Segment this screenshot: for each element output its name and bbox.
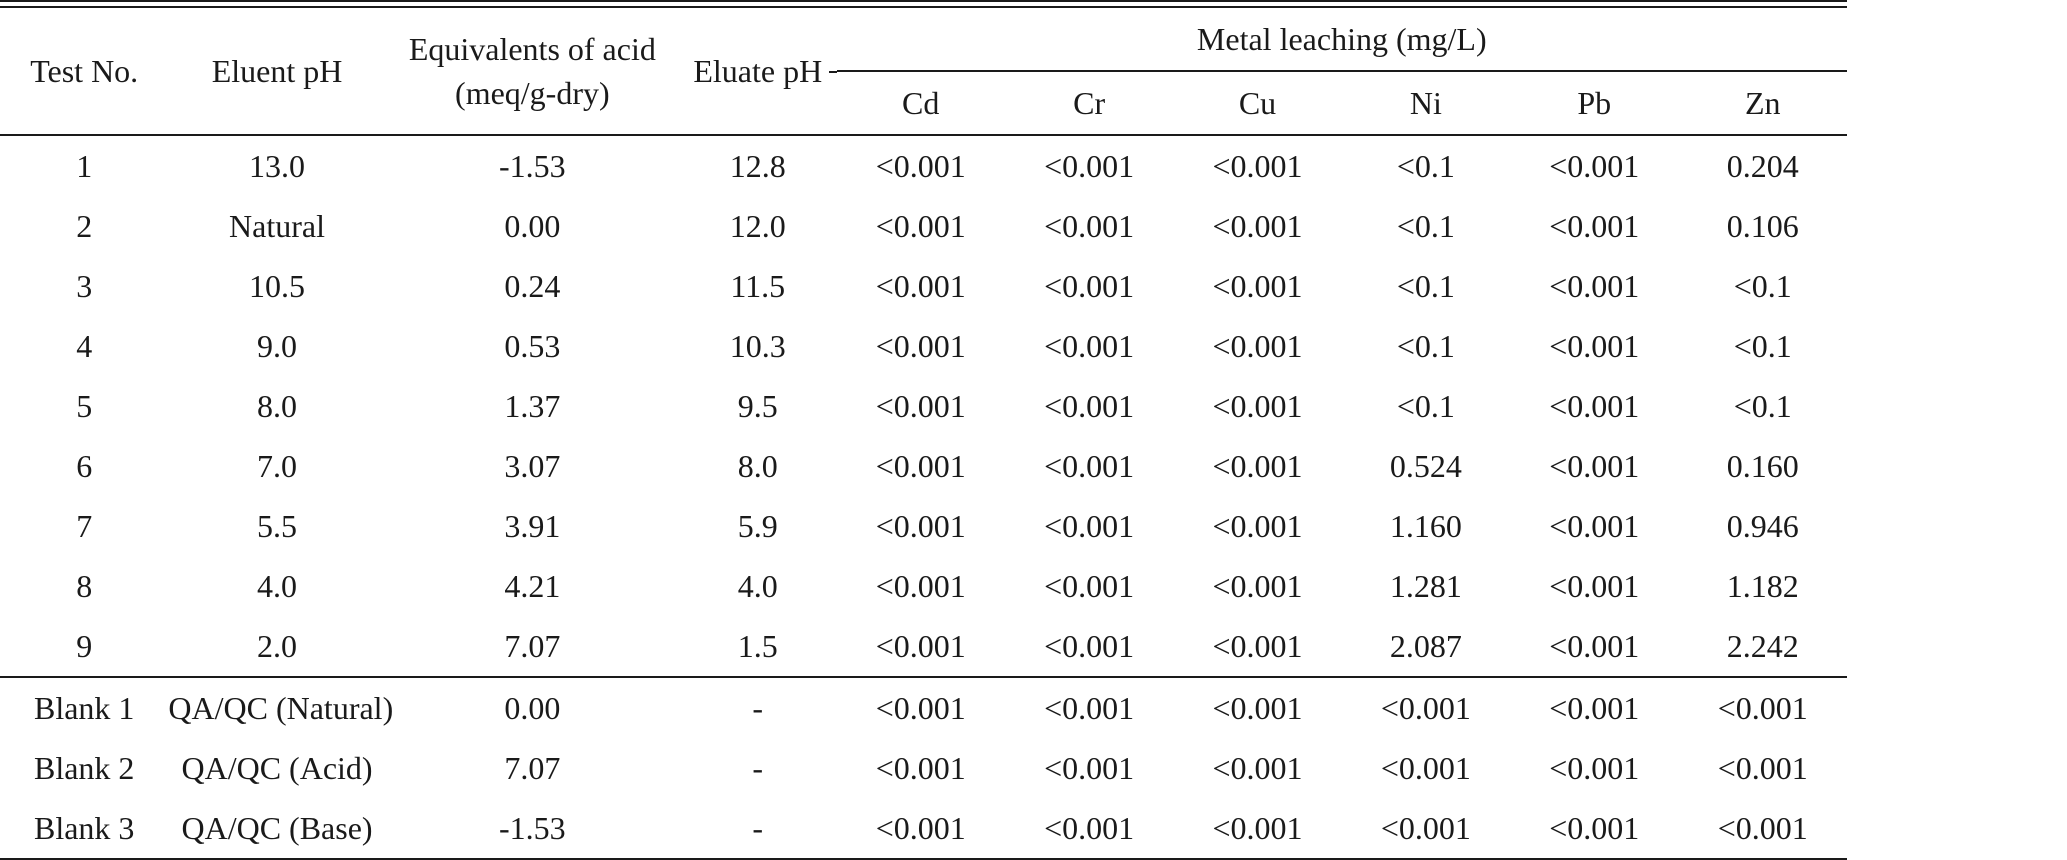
header-metal-leaching-group: Metal leaching (mg/L): [837, 8, 1847, 71]
header-metal-ni: Ni: [1342, 71, 1510, 135]
cell-cr: <0.001: [1005, 677, 1173, 738]
header-metal-cd: Cd: [837, 71, 1005, 135]
cell-equivalents-of-acid: -1.53: [386, 798, 679, 859]
cell-cr: <0.001: [1044, 387, 1135, 424]
cell-cd: <0.001: [837, 677, 1005, 738]
cell-cu: <0.001: [1212, 207, 1303, 244]
cell-cr: <0.001: [1044, 147, 1135, 184]
cell-pb: <0.001: [1549, 207, 1640, 244]
header-test-no: Test No.: [0, 8, 168, 135]
cell-equivalents-of-acid: 4.21: [504, 567, 561, 604]
cell-pb: <0.001: [1510, 677, 1678, 738]
cell-equivalents-of-acid: 0.53: [504, 327, 561, 364]
cell-ni: <0.1: [1396, 267, 1455, 304]
cell-zn: <0.001: [1678, 798, 1847, 859]
cell-cr: <0.001: [1044, 207, 1135, 244]
cell-zn: 2.242: [1726, 627, 1799, 664]
cell-eluate-ph: -: [679, 677, 837, 738]
cell-pb: <0.001: [1549, 749, 1640, 786]
cell-cd: <0.001: [875, 567, 966, 604]
cell-ni: <0.001: [1342, 798, 1510, 859]
cell-cd: <0.001: [875, 447, 966, 484]
cell-test-no: 9: [76, 627, 93, 664]
cell-eluate-ph: 12.0: [729, 207, 786, 244]
cell-pb: <0.001: [1549, 327, 1640, 364]
cell-cd: <0.001: [875, 507, 966, 544]
cell-cr: <0.001: [1044, 627, 1135, 664]
header-equivalents-line1: Equivalents of acid: [408, 31, 656, 67]
cell-eluent-ph: 5.5: [257, 507, 298, 544]
table-row: [0, 196, 1847, 256]
table-row: [0, 738, 1847, 798]
cell-cu: <0.001: [1212, 267, 1303, 304]
cell-eluate-ph: -: [752, 749, 764, 786]
cell-zn: 1.182: [1726, 567, 1799, 604]
cell-eluent-ph: 13.0: [249, 147, 306, 184]
cell-equivalents-of-acid: 0.00: [386, 677, 679, 738]
cell-equivalents-of-acid: -1.53: [499, 147, 566, 184]
cell-test-no: Blank 1: [0, 677, 168, 738]
cell-ni: 1.160: [1389, 507, 1462, 544]
table-row: [0, 376, 1847, 436]
cell-zn: 0.946: [1726, 507, 1799, 544]
cell-cr: <0.001: [1044, 507, 1135, 544]
cell-cu: <0.001: [1212, 507, 1303, 544]
header-metal-cu: Cu: [1173, 71, 1341, 135]
cell-ni: 1.281: [1389, 567, 1462, 604]
cell-eluate-ph: 9.5: [737, 387, 778, 424]
cell-eluent-ph: 2.0: [257, 627, 298, 664]
cell-cu: <0.001: [1212, 147, 1303, 184]
cell-cr: <0.001: [1044, 267, 1135, 304]
cell-eluent-ph: QA/QC (Acid): [181, 749, 373, 786]
header-metal-pb: Pb: [1510, 71, 1678, 135]
cell-cr: <0.001: [1044, 327, 1135, 364]
cell-equivalents-of-acid: 0.24: [504, 267, 561, 304]
cell-ni: <0.1: [1396, 147, 1455, 184]
cell-test-no: 5: [76, 387, 93, 424]
cell-cd: <0.001: [875, 147, 966, 184]
cell-cr: <0.001: [1044, 567, 1135, 604]
header-eluate-ph: [679, 8, 837, 135]
cell-test-no: 8: [76, 567, 93, 604]
cell-cu: <0.001: [1212, 627, 1303, 664]
table-row: [0, 316, 1847, 376]
cell-equivalents-of-acid: 7.07: [504, 627, 561, 664]
cell-test-no: 2: [76, 207, 93, 244]
cell-test-no: 6: [76, 447, 93, 484]
cell-eluate-ph: 10.3: [729, 327, 786, 364]
cell-equivalents-of-acid: 3.07: [504, 447, 561, 484]
cell-pb: <0.001: [1510, 798, 1678, 859]
cell-cd: <0.001: [875, 207, 966, 244]
cell-cd: <0.001: [875, 627, 966, 664]
cell-cr: <0.001: [1005, 798, 1173, 859]
cell-eluent-ph: 9.0: [257, 327, 298, 364]
table-row: [0, 798, 1847, 859]
cell-pb: <0.001: [1549, 567, 1640, 604]
header-metal-cr: Cr: [1005, 71, 1173, 135]
cell-cu: <0.001: [1173, 798, 1341, 859]
cell-cu: <0.001: [1212, 749, 1303, 786]
cell-eluent-ph: QA/QC (Base): [168, 798, 385, 859]
cell-eluate-ph: 4.0: [737, 567, 778, 604]
cell-eluate-ph: 12.8: [729, 147, 786, 184]
cell-eluent-ph: Natural: [229, 207, 325, 244]
header-connector-tick: [829, 71, 837, 73]
top-rule-outer: [0, 0, 1847, 2]
cell-cd: <0.001: [837, 798, 1005, 859]
cell-pb: <0.001: [1549, 267, 1640, 304]
cell-eluate-ph: -: [679, 798, 837, 859]
cell-ni: <0.1: [1396, 387, 1455, 424]
cell-cu: <0.001: [1212, 447, 1303, 484]
table-row: [0, 556, 1847, 616]
header-equivalents-line2: (meq/g-dry): [455, 75, 610, 111]
header-eluent-ph: Eluent pH: [168, 8, 385, 135]
cell-zn: <0.001: [1717, 749, 1808, 786]
cell-equivalents-of-acid: 3.91: [504, 507, 561, 544]
cell-pb: <0.001: [1549, 627, 1640, 664]
cell-eluate-ph: 5.9: [737, 507, 778, 544]
cell-ni: 0.524: [1389, 447, 1462, 484]
cell-cu: <0.001: [1212, 327, 1303, 364]
table-row: [0, 256, 1847, 316]
cell-eluate-ph: 1.5: [737, 627, 778, 664]
cell-zn: <0.001: [1678, 677, 1847, 738]
cell-eluent-ph: 4.0: [257, 567, 298, 604]
cell-equivalents-of-acid: 7.07: [504, 749, 561, 786]
cell-test-no: 3: [76, 267, 93, 304]
cell-eluate-ph: 8.0: [737, 447, 778, 484]
cell-pb: <0.001: [1549, 447, 1640, 484]
cell-eluent-ph: 8.0: [257, 387, 298, 424]
cell-cr: <0.001: [1044, 447, 1135, 484]
cell-ni: <0.001: [1380, 749, 1471, 786]
cell-zn: 0.160: [1726, 447, 1799, 484]
cell-pb: <0.001: [1549, 147, 1640, 184]
cell-test-no: 7: [76, 507, 93, 544]
cell-cu: <0.001: [1212, 387, 1303, 424]
table-row: [0, 496, 1847, 556]
cell-pb: <0.001: [1549, 507, 1640, 544]
cell-zn: <0.1: [1733, 267, 1792, 304]
table-row: [0, 135, 1847, 196]
table-body: [0, 135, 1847, 859]
cell-zn: <0.1: [1733, 387, 1792, 424]
cell-equivalents-of-acid: 0.00: [504, 207, 561, 244]
cell-cd: <0.001: [875, 327, 966, 364]
cell-ni: 2.087: [1389, 627, 1462, 664]
cell-eluent-ph: 7.0: [257, 447, 298, 484]
cell-pb: <0.001: [1549, 387, 1640, 424]
cell-ni: <0.1: [1396, 207, 1455, 244]
cell-zn: <0.1: [1733, 327, 1792, 364]
cell-eluate-ph: 11.5: [730, 267, 786, 304]
table-row: [0, 677, 1847, 738]
cell-eluent-ph: QA/QC (Natural): [168, 677, 385, 738]
cell-ni: <0.001: [1342, 677, 1510, 738]
cell-cd: <0.001: [875, 387, 966, 424]
cell-equivalents-of-acid: 1.37: [504, 387, 561, 424]
cell-eluent-ph: 10.5: [249, 267, 306, 304]
table-row: [0, 436, 1847, 496]
header-metal-zn: Zn: [1678, 71, 1847, 135]
cell-test-no: 4: [76, 327, 93, 364]
cell-cu: <0.001: [1212, 567, 1303, 604]
cell-cr: <0.001: [1044, 749, 1135, 786]
cell-cd: <0.001: [875, 267, 966, 304]
cell-test-no: 1: [76, 147, 93, 184]
table-row: [0, 616, 1847, 677]
metal-leaching-table: [0, 8, 1847, 860]
header-eluate-ph-label: Eluate pH: [693, 52, 823, 89]
cell-zn: 0.204: [1726, 147, 1799, 184]
cell-cd: <0.001: [875, 749, 966, 786]
header-equivalents-of-acid: [386, 8, 679, 135]
cell-zn: 0.106: [1726, 207, 1799, 244]
cell-ni: <0.1: [1396, 327, 1455, 364]
cell-cu: <0.001: [1173, 677, 1341, 738]
cell-test-no: Blank 3: [0, 798, 168, 859]
cell-test-no: Blank 2: [33, 749, 135, 786]
